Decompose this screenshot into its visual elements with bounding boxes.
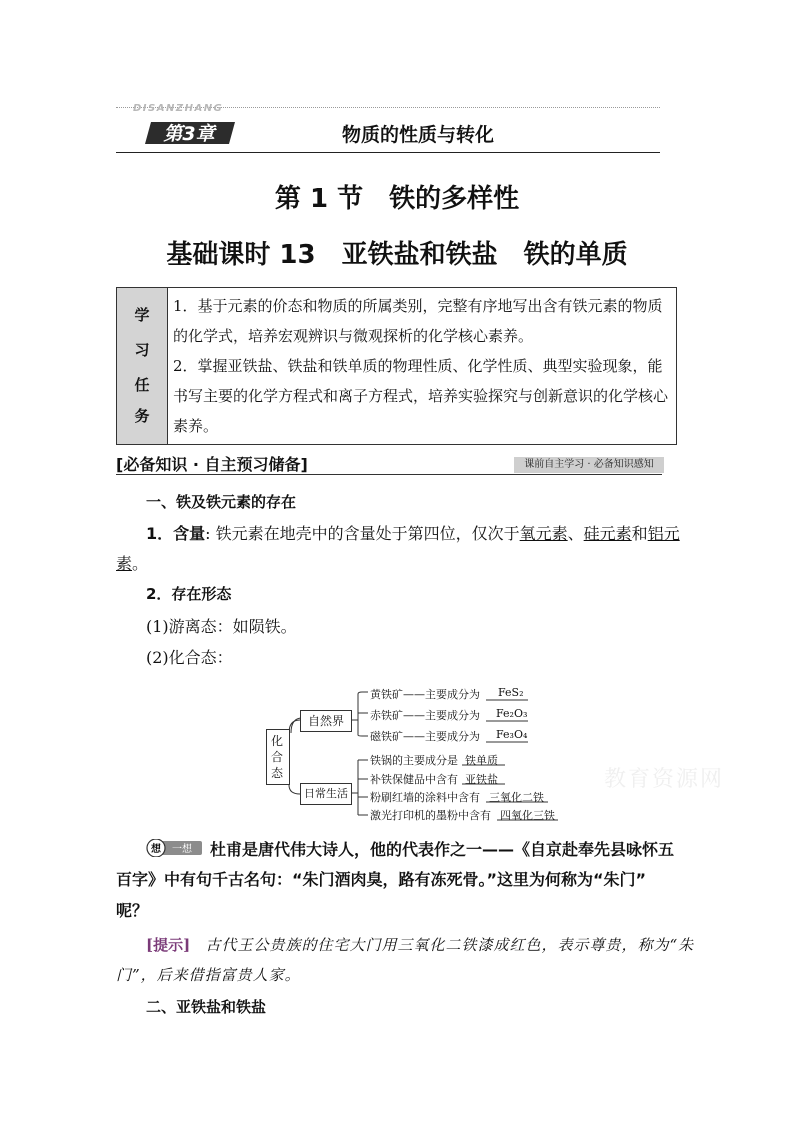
daily-item: 铁锅的主要成分是 [370,754,458,767]
task-item-2: 2．掌握亚铁盐、铁盐和铁单质的物理性质、化学性质、典型实验现象，能书写主要的化学方程式和离子方程式，培养实验探究与创新意识的化学核心素养。 [173,357,669,435]
knowledge-bar-title: [必备知识 · 自主预习储备] [116,455,308,474]
chapter-badge-text: 第3章 [163,123,215,145]
nature-item: 磁铁矿——主要成分为 [370,730,480,743]
task-item-1: 1．基于元素的价态和物质的所属类别，完整有序地写出含有铁元素的物质的化学式，培养宏观辨识与微观探析的化学核心素养。 [173,297,663,345]
tip-text-1: 古代王公贵族的住宅大门用三氧化二铁漆成红色，表示尊贵，称为“朱 [205,936,695,954]
separator: 、 [567,524,584,543]
answer-silicon: 硅元素 [583,524,632,543]
think-badge-text: 一想 [172,844,192,855]
combined-state: (2)化合态： [146,648,233,667]
answer-fe2o3: Fe₂O₃ [496,707,528,720]
nature-item: 黄铁矿——主要成分为 [370,688,480,701]
knowledge-bar-tag: 课前自主学习 · 必备知识感知 [514,457,664,473]
think-badge [146,839,202,857]
watermark: 教育资源网 [604,767,725,792]
think-badge-char: 想 [151,844,161,855]
answer-fe3o4-toner: 四氧化三铁 [500,809,555,822]
free-state: (1)游离态：如陨铁。 [146,617,297,636]
think-line-3: 呢？ [116,901,149,920]
answer-fes2: FeS₂ [498,686,524,699]
form-heading: 2．存在形态 [146,585,232,603]
content-text: : 铁元素在地壳中的含量处于第四位，仅次于 [205,524,520,543]
answer-fe3o4: Fe₃O₄ [496,728,528,741]
daily-item: 激光打印机的墨粉中含有 [370,809,491,822]
period: 。 [132,554,149,573]
lesson-title: 基础课时 13 亚铁盐和铁盐 铁的单质 [166,240,628,270]
tip-text-2: 门”，后来借指富贵人家。 [116,966,301,984]
think-line-2: 百字》中有句千古名句：“朱门酒肉臭，路有冻死骨。”这里为何称为“朱门” [116,870,647,889]
branch-daily-life: 日常生活 [300,783,352,805]
part2-heading: 二、亚铁盐和铁盐 [146,998,267,1016]
diagram-root: 化合态 [271,734,284,780]
task-label-char: 学 [134,306,150,324]
answer-aluminum-cont: 素 [116,554,133,573]
branch-nature: 自然界 [300,710,352,732]
content-label: 1．含量 [146,524,206,543]
task-label-char: 习 [134,341,150,359]
tip-line-1 [146,934,694,955]
conjunction: 和 [631,524,648,543]
answer-iron: 铁单质 [465,754,498,767]
daily-item: 补铁保健品中含有 [370,773,458,786]
answer-aluminum: 铝元 [647,524,680,543]
section-title: 第 1 节 铁的多样性 [274,184,520,214]
answer-fe2o3-paint: 三氧化二铁 [489,791,544,804]
chapter-english: DISANZHANG [133,103,224,114]
daily-item: 粉刷红墙的涂料中含有 [370,791,480,804]
tip-label: [提示] [146,936,191,954]
part1-heading: 一、铁及铁元素的存在 [146,493,297,511]
nature-item: 赤铁矿——主要成分为 [370,709,480,722]
think-line-1: 杜甫是唐代伟大诗人，他的代表作之一——《自京赴奉先县咏怀五 [210,840,675,859]
task-label-char: 任 [134,376,150,394]
diagram-root-box [266,729,290,785]
chapter-title: 物质的性质与转化 [342,124,495,146]
answer-oxygen: 氧元素 [519,524,568,543]
answer-ferrous-salt: 亚铁盐 [465,773,498,786]
task-label-char: 务 [134,407,150,425]
